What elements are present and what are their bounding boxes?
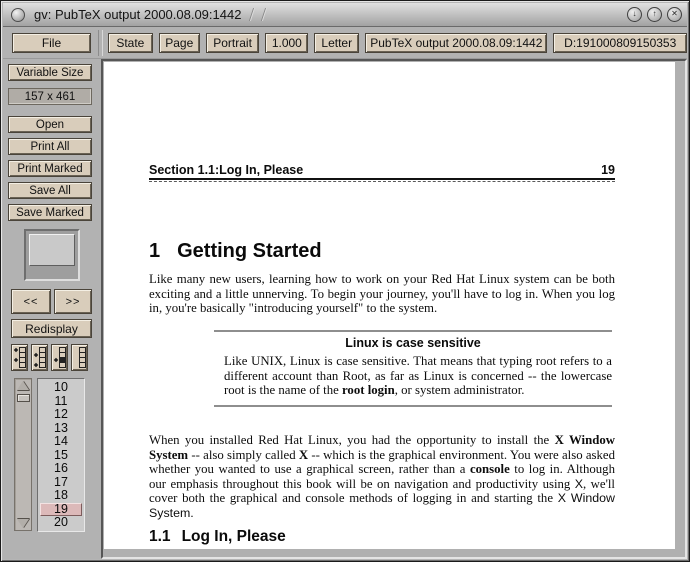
section-number: 1.1 (149, 528, 171, 545)
page-list-scrollbar[interactable] (14, 378, 32, 531)
page-list-item[interactable]: 20 (54, 515, 68, 529)
document-page[interactable] (104, 62, 675, 549)
chapter-title: Getting Started (177, 240, 322, 262)
note-box (214, 330, 612, 407)
window-menu-icon[interactable] (11, 8, 25, 22)
page-square-icon (39, 362, 46, 368)
note-title: Linux is case sensitive (345, 336, 481, 350)
file-menu-button[interactable]: File (12, 33, 91, 53)
sidebar (3, 59, 102, 559)
page-size-label: 157 x 461 (8, 88, 92, 105)
page-locator-thumb[interactable] (29, 234, 75, 266)
variable-size-button[interactable]: Variable Size (8, 64, 92, 81)
page-list-item[interactable]: 11 (54, 393, 68, 408)
chapter-number: 1 (149, 240, 161, 262)
scale-button[interactable]: 1.000 (265, 33, 308, 53)
document-view[interactable] (101, 59, 687, 559)
page-square-icon (79, 362, 86, 368)
toolbar (3, 27, 687, 59)
page-list-item[interactable]: 10 (54, 380, 68, 394)
mark-diamond-icon (34, 363, 39, 368)
running-header (149, 163, 615, 180)
page-list-item[interactable]: 16 (54, 461, 68, 475)
page-locator-panel[interactable] (24, 229, 80, 281)
intro-paragraph: Like many new users, learning how to work on your Red Hat Linux system can be both exciting and a little unnerving. To begin your journey, you'll have to log in. When you log in, you're basically "introducing yourself" to the system. (149, 272, 615, 316)
page-list-item[interactable]: 19 (40, 503, 82, 516)
page-list-item[interactable]: 14 (54, 434, 68, 448)
page-list-item[interactable]: 12 (54, 407, 68, 421)
page-list-item[interactable]: 13 (54, 420, 68, 435)
marker-buttons (11, 344, 95, 371)
mark-diamond-icon (54, 358, 59, 363)
next-page-button[interactable]: >> (54, 289, 92, 314)
media-button[interactable]: Letter (314, 33, 359, 53)
print-all-button[interactable]: Print All (8, 138, 92, 155)
page-list-item[interactable]: 17 (54, 474, 68, 489)
running-header-pagenum: 19 (601, 163, 615, 177)
page-list-item[interactable]: 18 (54, 488, 68, 502)
mark-diamond-icon (34, 353, 39, 358)
scroll-up-icon[interactable] (17, 381, 29, 390)
running-header-section: Section 1.1:Log In, Please (149, 163, 304, 177)
page-list-item[interactable]: 15 (54, 447, 68, 462)
scroll-down-icon[interactable] (17, 519, 29, 528)
unmark-all-pages-button[interactable] (71, 344, 88, 371)
mark-diamond-icon (14, 358, 19, 363)
note-body: Like UNIX, Linux is case sensitive. That means that typing root refers to a different account than Root, as far as Linux is concerned -- the lowercase root is the name of the root login, or system administrator. (224, 354, 612, 398)
header-dashed-rule (149, 181, 615, 182)
iconify-icon[interactable]: ↓ (627, 7, 642, 22)
print-marked-button[interactable]: Print Marked (8, 160, 92, 177)
save-marked-button[interactable]: Save Marked (8, 204, 92, 221)
document-title-indicator: PubTeX output 2000.08.09:1442 (365, 33, 547, 53)
close-icon[interactable]: ✕ (667, 7, 682, 22)
page-menu-button[interactable]: Page (159, 33, 200, 53)
document-date-indicator: D:191000809150353 (553, 33, 687, 53)
page-square-icon (59, 362, 66, 368)
mark-even-pages-button[interactable] (31, 344, 48, 371)
orientation-button[interactable]: Portrait (206, 33, 260, 53)
toolbar-separator (98, 30, 103, 56)
titlebar-grip (249, 8, 267, 21)
title-bar[interactable] (3, 3, 687, 27)
maximize-icon[interactable]: ↑ (647, 7, 662, 22)
mark-odd-pages-button[interactable] (11, 344, 28, 371)
page-square-icon (19, 362, 26, 368)
save-all-button[interactable]: Save All (8, 182, 92, 199)
state-menu-button[interactable]: State (108, 33, 153, 53)
window-title: gv: PubTeX output 2000.08.09:1442 (34, 7, 242, 22)
section-title: Log In, Please (181, 528, 286, 545)
prev-page-button[interactable]: << (11, 289, 51, 314)
page-list[interactable] (37, 378, 85, 532)
scrollbar-thumb[interactable] (17, 394, 30, 402)
open-button[interactable]: Open (8, 116, 92, 133)
chapter-heading (149, 240, 322, 263)
redisplay-button[interactable]: Redisplay (11, 319, 92, 338)
mark-diamond-icon (14, 348, 19, 353)
section-heading (149, 528, 286, 546)
body-paragraph: When you installed Red Hat Linux, you had the opportunity to install the X Window System -- also simply called X -- which is the graphical environment. You were also asked whether you wanted to use a graphical screen, rather than a console to log in. Although our emphasis throughout this book will be on navigation and productivity using X, we'll cover both the graphical and console methods of logging in and starting the X Window System. (149, 433, 615, 520)
mark-current-page-button[interactable] (51, 344, 68, 371)
